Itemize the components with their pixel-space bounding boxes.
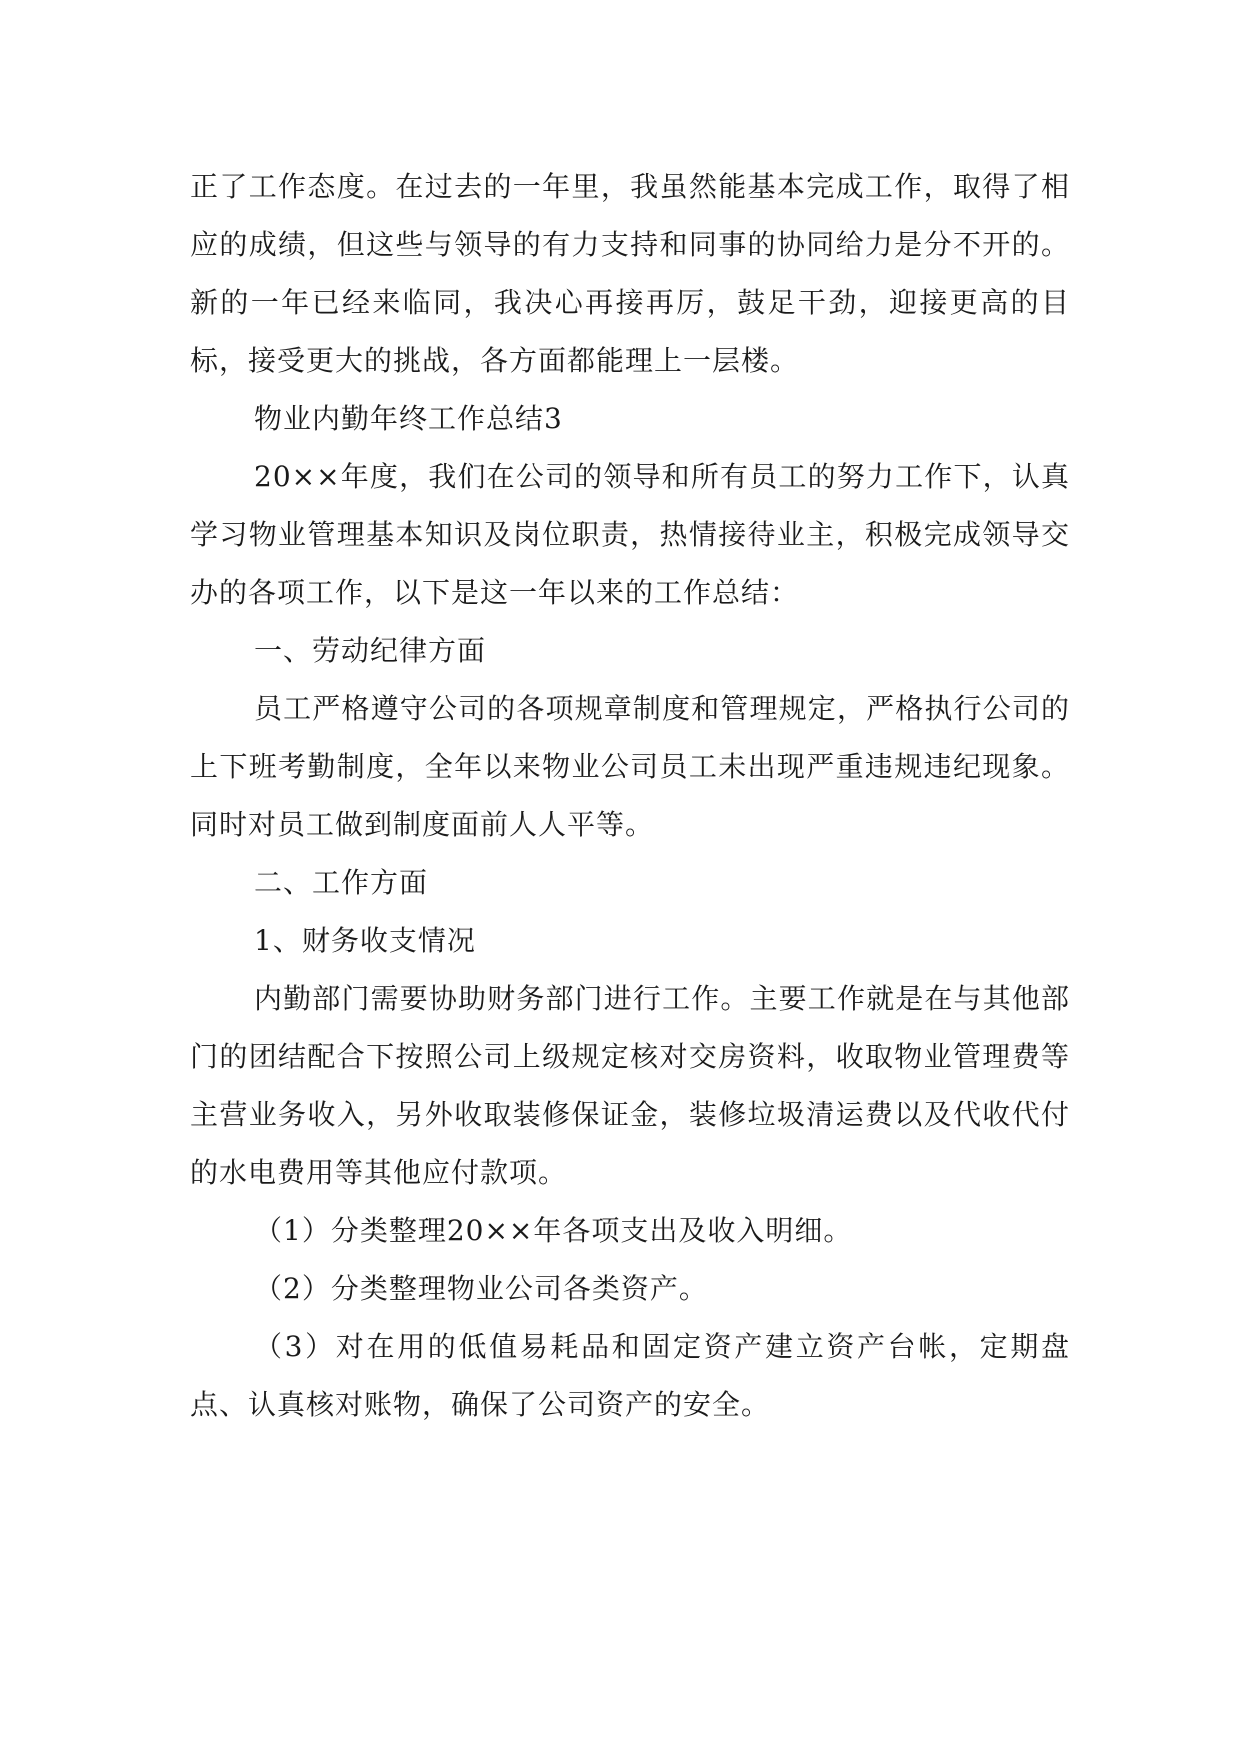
section-title: 物业内勤年终工作总结3 xyxy=(254,402,563,435)
heading-work: 二、工作方面 xyxy=(254,866,429,899)
list-item-2: （2）分类整理物业公司各类资产。 xyxy=(254,1272,708,1305)
paragraph-intro: 20××年度，我们在公司的领导和所有员工的努力工作下，认真学习物业管理基本知识及岗位职责，热情接待业主，积极完成领导交办的各项工作，以下是这一年以来的工作总结： xyxy=(190,460,1070,609)
list-item-3: （3）对在用的低值易耗品和固定资产建立资产台帐，定期盘点、认真核对账物，确保了公司资产的安全。 xyxy=(190,1330,1070,1421)
list-item-1: （1）分类整理20××年各项支出及收入明细。 xyxy=(254,1214,853,1247)
paragraph-labor-discipline: 员工严格遵守公司的各项规章制度和管理规定，严格执行公司的上下班考勤制度，全年以来物业公司员工未出现严重违规违纪现象。同时对员工做到制度面前人人平等。 xyxy=(190,692,1070,841)
heading-labor-discipline: 一、劳动纪律方面 xyxy=(254,634,487,667)
paragraph-finance: 内勤部门需要协助财务部门进行工作。主要工作就是在与其他部门的团结配合下按照公司上级规定核对交房资料，收取物业管理费等主营业务收入，另外收取装修保证金，装修垃圾清运费以及代收代付的水电费用等其他应付款项。 xyxy=(190,982,1070,1189)
paragraph-continuation: 正了工作态度。在过去的一年里，我虽然能基本完成工作，取得了相应的成绩，但这些与领导的有力支持和同事的协同给力是分不开的。新的一年已经来临同，我决心再接再厉，鼓足干劲，迎接更高的目标，接受更大的挑战，各方面都能理上一层楼。 xyxy=(190,170,1070,377)
heading-finance: 1、财务收支情况 xyxy=(254,924,476,957)
document-body xyxy=(190,158,1070,1434)
